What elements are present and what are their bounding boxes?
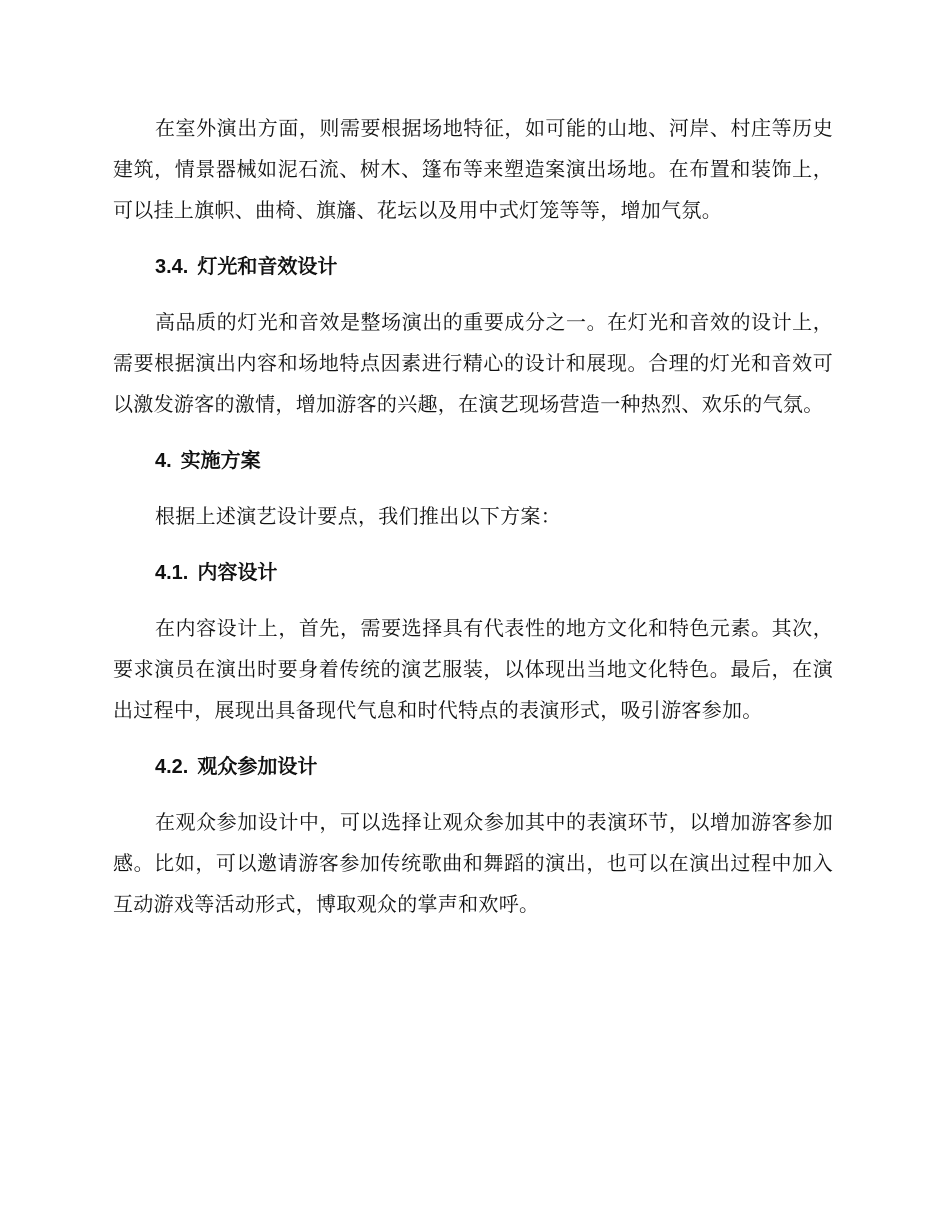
section-heading-3-4 <box>113 246 833 288</box>
section-heading-4 <box>113 440 833 482</box>
paragraph-content-design: 在内容设计上，首先，需要选择具有代表性的地方文化和特色元素。其次，要求演员在演出时要身着传统的演艺服装，以体现出当地文化特色。最后，在演出过程中，展现出具备现代气息和时代特点的表演形式，吸引游客参加。 <box>113 616 833 722</box>
document-body <box>113 108 833 940</box>
section-title: 观众参加设计 <box>197 754 318 778</box>
section-title: 实施方案 <box>180 448 261 472</box>
paragraph-outdoor-performance: 在室外演出方面，则需要根据场地特征，如可能的山地、河岸、村庄等历史建筑，情景器械如泥石流、树木、篷布等来塑造案演出场地。在布置和装饰上，可以挂上旗帜、曲椅、旗旛、花坛以及用中式灯笼等等，增加气氛。 <box>113 116 833 222</box>
section-number: 4. <box>155 450 172 472</box>
paragraph-audience-participation: 在观众参加设计中，可以选择让观众参加其中的表演环节，以增加游客参加感。比如，可以邀请游客参加传统歌曲和舞蹈的演出，也可以在演出过程中加入互动游戏等活动形式，博取观众的掌声和欢呼。 <box>113 810 833 916</box>
section-number: 4.1. <box>155 562 189 584</box>
paragraph-lighting-sound: 高品质的灯光和音效是整场演出的重要成分之一。在灯光和音效的设计上，需要根据演出内容和场地特点因素进行精心的设计和展现。合理的灯光和音效可以激发游客的激情，增加游客的兴趣，在演艺现场营造一种热烈、欢乐的气氛。 <box>113 310 833 416</box>
section-title: 灯光和音效设计 <box>197 254 338 278</box>
paragraph-plan-intro: 根据上述演艺设计要点，我们推出以下方案： <box>155 504 561 528</box>
section-title: 内容设计 <box>197 560 278 584</box>
section-heading-4-2 <box>113 746 833 788</box>
section-heading-4-1 <box>113 552 833 594</box>
section-number: 3.4. <box>155 256 189 278</box>
section-number: 4.2. <box>155 756 189 778</box>
